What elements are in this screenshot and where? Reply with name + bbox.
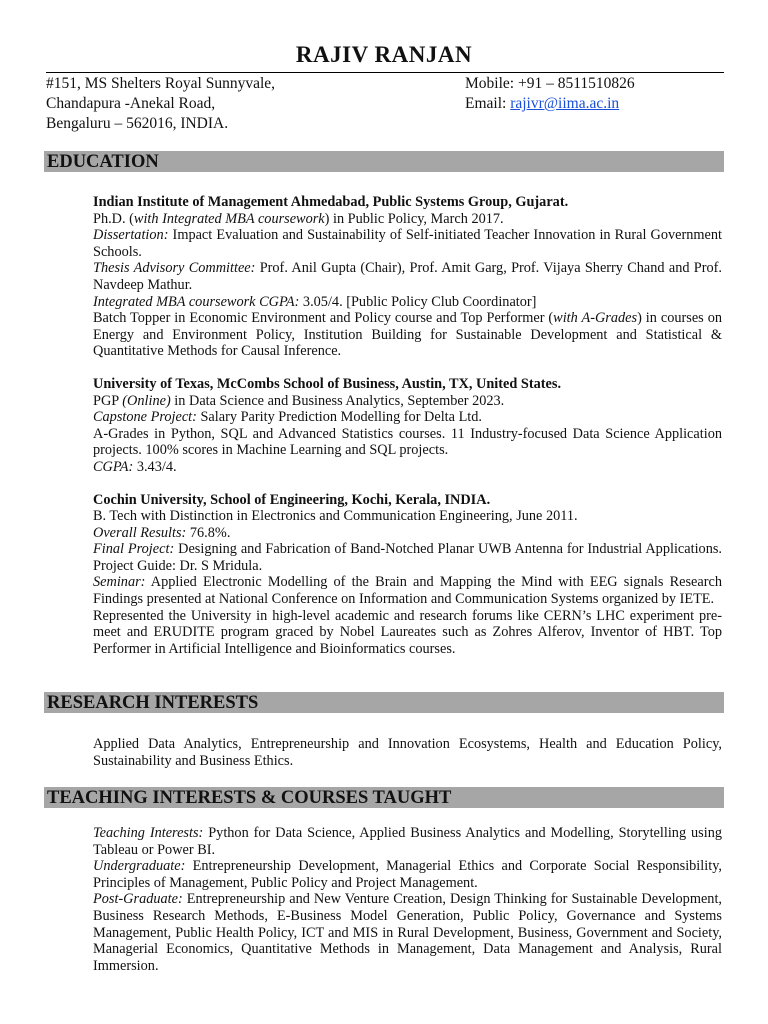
iima-dissertation: Dissertation: Impact Evaluation and Sustainability of Self-initiated Teacher Innovation in Rural Government Schools. [93,227,722,260]
cusat-heading: Cochin University, School of Engineering, Kochi, Kerala, INDIA. [93,491,491,508]
education-section-heading: EDUCATION [44,151,724,172]
teaching-content [93,825,722,974]
iima-cgpa: Integrated MBA coursework CGPA: 3.05/4. [Public Policy Club Coordinator] [93,293,537,310]
contact-block [465,74,635,114]
cusat-degree: B. Tech with Distinction in Electronics and Communication Engineering, June 2011. [93,508,578,525]
utexas-grades: A-Grades in Python, SQL and Advanced Statistics courses. 11 Industry-focused Data Science Application projects. 100% scores in Machine Learning and SQL projects. [93,425,722,459]
iima-heading: Indian Institute of Management Ahmedabad, Public Systems Group, Gujarat. [93,194,569,210]
candidate-name: RAJIV RANJAN [295,42,473,67]
teaching-interests: Teaching Interests: Python for Data Science, Applied Business Analytics and Modelling, Storytelling using Tableau or Power BI. [93,825,723,858]
research-content [93,736,722,769]
iima-achievements: Batch Topper in Economic Environment and Policy course and Top Performer (with A-Grades) in courses on Energy and Environment Policy, Institution Building for Sustainable Development and Statistical & Quantitative Methods for Causal Inference. [93,310,722,360]
cusat-results: Overall Results: 76.8%. [93,524,231,541]
utexas-cgpa: CGPA: 3.43/4. [93,458,177,475]
mobile-number: Mobile: +91 – 8511510826 [465,75,635,92]
research-section-heading: RESEARCH INTERESTS [44,692,724,713]
cusat-final-project: Final Project: Designing and Fabrication of Band-Notched Planar UWB Antenna for Industrial Applications. Project Guide: Dr. S Mridula. [93,541,722,574]
address-block [46,74,275,134]
address-line: Bengaluru – 562016, INDIA. [46,115,229,132]
utexas-degree: PGP (Online) in Data Science and Business Analytics, September 2023. [93,392,505,409]
utexas-capstone: Capstone Project: Salary Parity Prediction Modelling for Delta Ltd. [93,409,482,426]
email-label: Email: [465,95,511,112]
utexas-heading: University of Texas, McCombs School of Business, Austin, TX, United States. [93,375,562,392]
cusat-represented: Represented the University in high-level academic and research forums like CERN’s LHC experiment pre-meet and ERUDITE program graced by Nobel Laureates such as Zohres Alferov, Inventor of HBT. Top Performer in Artificial Intelligence and Bioinformatics courses. [93,607,722,657]
header-rule [46,72,724,73]
iima-degree: Ph.D. (with Integrated MBA coursework) in Public Policy, March 2017. [93,210,504,227]
teaching-section-heading: TEACHING INTERESTS & COURSES TAUGHT [44,787,724,808]
address-line: Chandapura -Anekal Road, [46,95,216,112]
iima-thesis-committee: Thesis Advisory Committee: Prof. Anil Gupta (Chair), Prof. Amit Garg, Prof. Vijaya Sherry Chand and Prof. Navdeep Mathur. [93,260,722,293]
education-content [93,194,722,657]
research-text: Applied Data Analytics, Entrepreneurship and Innovation Ecosystems, Health and Education Policy, Sustainability and Business Ethics. [93,736,722,769]
email-row [465,94,635,114]
email-link[interactable]: rajivr@iima.ac.in [510,95,620,112]
address-line: #151, MS Shelters Royal Sunnyvale, [46,75,276,92]
teaching-undergraduate: Undergraduate: Entrepreneurship Development, Managerial Ethics and Corporate Social Responsibility, Principles of Management, Public Policy and Project Management. [93,858,722,891]
cusat-seminar: Seminar: Applied Electronic Modelling of the Brain and Mapping the Mind with EEG signals Research Findings presented at National Conference on Information and Communication Systems organized by IETE. [93,574,722,608]
teaching-postgraduate: Post-Graduate: Entrepreneurship and New Venture Creation, Design Thinking for Sustainable Development, Business Research Methods, E-Business Model Generation, Public Policy, Governance and Systems Management, Public Health Policy, ICT and MIS in Rural Development, Business, Government and Society, Managerial Economics, Quantitative Methods in Management, Data Management and Analysis, Rural Immersion. [93,891,722,974]
